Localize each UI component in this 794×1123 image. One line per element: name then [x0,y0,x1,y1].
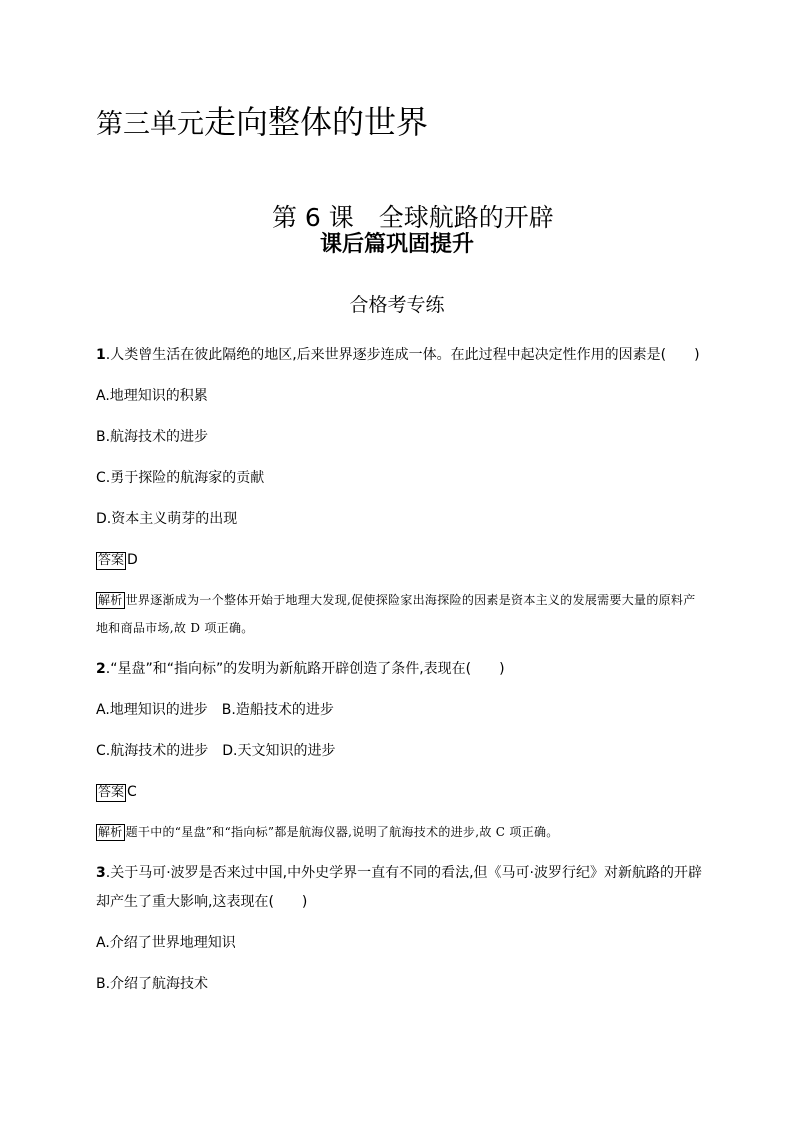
explain-tag: 解析 [98,825,123,839]
question-2-explanation [96,818,706,846]
explain-tag: 解析 [98,593,123,607]
answer-tag: 答案 [98,553,125,568]
question-text: .“星盘”和“指向标”的发明为新航路开辟创造了条件,表现在( ) [105,661,505,677]
question-number: 3 [96,865,106,881]
answer-value: D [127,552,138,568]
question-1-option-b: B.航海技术的进步 [96,429,209,445]
question-3-stem-line-1 [96,863,702,883]
question-1-stem [96,345,700,365]
question-number: 2 [96,661,106,677]
question-text: .人类曾生活在彼此隔绝的地区,后来世界逐步连成一体。在此过程中起决定性作用的因素是( ) [105,347,700,363]
unit-number: 第三单元 [96,109,204,140]
lesson-title-text: 第 6 课 全球航路的开辟 [271,203,554,232]
question-3-stem-line-2: 却产生了重大影响,这表现在( ) [96,894,308,910]
explanation-text: 题干中的“星盘”和“指向标”都是航海仪器,说明了航海技术的进步,故 C 项正确。 [125,825,559,839]
answer-value: C [127,784,137,800]
question-3-option-b: B.介绍了航海技术 [96,976,209,992]
unit-title [96,102,428,145]
question-text: .关于马可·波罗是否来过中国,中外史学界一直有不同的看法,但《马可·波罗行纪》对新航路的开辟 [105,865,702,881]
subsection-title: 合格考专练 [349,294,445,316]
question-2-options-row-2: C.航海技术的进步 D.天文知识的进步 [96,743,336,759]
unit-name: 走向整体的世界 [204,103,429,141]
question-3-option-a: A.介绍了世界地理知识 [96,935,236,951]
explanation-text: 世界逐渐成为一个整体开始于地理大发现,促使探险家出海探险的因素是资本主义的发展需要大量的原料产地和商品市场,故 D 项正确。 [96,593,696,635]
question-2-answer [96,782,137,802]
question-number: 1 [96,347,106,363]
question-1-answer [96,550,138,570]
question-2-stem [96,659,505,679]
question-1-option-a: A.地理知识的积累 [96,388,208,404]
question-1-option-c: C.勇于探险的航海家的贡献 [96,470,265,486]
question-2-options-row-1: A.地理知识的进步 B.造船技术的进步 [96,702,334,718]
question-1-explanation [96,586,706,642]
answer-tag: 答案 [98,785,125,800]
question-1-option-d: D.资本主义萌芽的出现 [96,511,238,527]
section-title: 课后篇巩固提升 [319,232,474,257]
